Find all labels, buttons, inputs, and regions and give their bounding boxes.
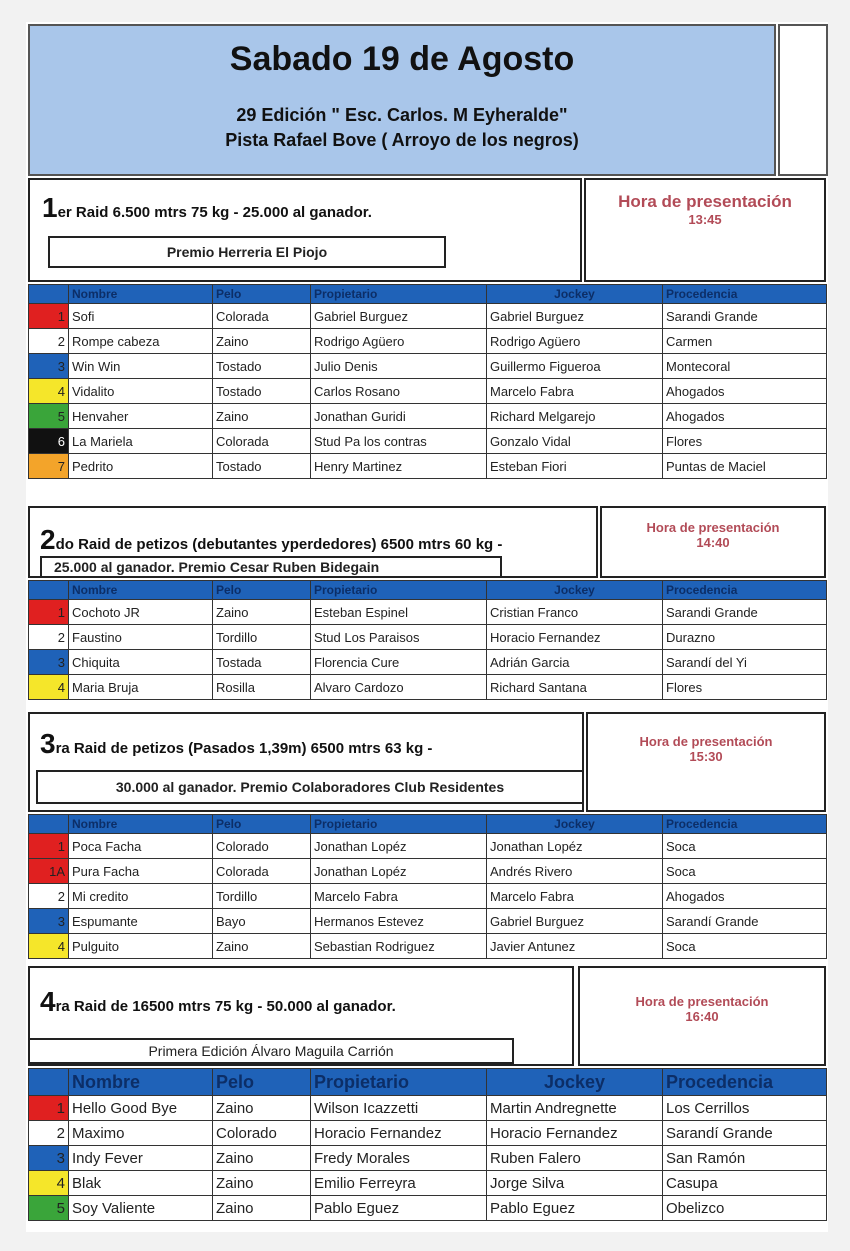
table-row: [29, 834, 827, 859]
cell-propietario: Florencia Cure: [311, 650, 487, 675]
table-row: [29, 600, 827, 625]
track-subtitle: Pista Rafael Bove ( Arroyo de los negros): [225, 130, 579, 150]
cell-propietario: Jonathan Lopéz: [311, 834, 487, 859]
race-2-title: [40, 524, 502, 556]
cell-jockey: Pablo Eguez: [487, 1196, 663, 1221]
table-row: [29, 909, 827, 934]
cell-nombre: Hello Good Bye: [69, 1096, 213, 1121]
cell-pelo: Tostada: [213, 650, 311, 675]
cell-pelo: Zaino: [213, 1196, 311, 1221]
silk-number: 2: [29, 625, 69, 650]
race-1-runners-table: [28, 284, 827, 479]
cell-procedencia: Obelizco: [663, 1196, 827, 1221]
silk-number: 3: [29, 354, 69, 379]
cell-jockey: Richard Santana: [487, 675, 663, 700]
cell-pelo: Zaino: [213, 1146, 311, 1171]
race-4-runners-table: [28, 1068, 827, 1221]
silk-number: 2: [29, 329, 69, 354]
cell-nombre: Vidalito: [69, 379, 213, 404]
table-row: [29, 1096, 827, 1121]
table-row: [29, 625, 827, 650]
race-4-prize: Primera Edición Álvaro Maguila Carrión: [28, 1038, 514, 1064]
cell-pelo: Tostado: [213, 454, 311, 479]
table-row: [29, 379, 827, 404]
cell-pelo: Zaino: [213, 329, 311, 354]
race-1-title-text: er Raid 6.500 mtrs 75 kg - 25.000 al ganador.: [57, 204, 372, 221]
cell-procedencia: San Ramón: [663, 1146, 827, 1171]
cell-jockey: Cristian Franco: [487, 600, 663, 625]
cell-propietario: Julio Denis: [311, 354, 487, 379]
cell-propietario: Hermanos Estevez: [311, 909, 487, 934]
cell-nombre: Soy Valiente: [69, 1196, 213, 1221]
cell-nombre: Faustino: [69, 625, 213, 650]
table-row: [29, 404, 827, 429]
cell-procedencia: Soca: [663, 934, 827, 959]
column-header-nombre: Nombre: [69, 1069, 213, 1096]
cell-pelo: Tordillo: [213, 625, 311, 650]
race-2-prize: 25.000 al ganador. Premio Cesar Ruben Bidegain: [40, 556, 502, 578]
race-4-hora: [578, 966, 826, 1066]
race-1-hora: [584, 178, 826, 282]
cell-procedencia: Sarandi Grande: [663, 600, 827, 625]
column-header-nombre: Nombre: [69, 815, 213, 834]
table-row: [29, 1171, 827, 1196]
table-row: [29, 1121, 827, 1146]
cell-jockey: Horacio Fernandez: [487, 1121, 663, 1146]
cell-procedencia: Flores: [663, 429, 827, 454]
cell-nombre: Blak: [69, 1171, 213, 1196]
cell-procedencia: Ahogados: [663, 884, 827, 909]
cell-jockey: Guillermo Figueroa: [487, 354, 663, 379]
race-2-hora-label: Hora de presentación: [646, 520, 780, 535]
cell-procedencia: Ahogados: [663, 404, 827, 429]
cell-nombre: Henvaher: [69, 404, 213, 429]
silk-number: 4: [29, 1171, 69, 1196]
cell-jockey: Gabriel Burguez: [487, 909, 663, 934]
cell-jockey: Gabriel Burguez: [487, 304, 663, 329]
table-row: [29, 884, 827, 909]
cell-jockey: Adrián Garcia: [487, 650, 663, 675]
cell-procedencia: Puntas de Maciel: [663, 454, 827, 479]
header-blank-cell: [29, 815, 69, 834]
table-row: [29, 454, 827, 479]
race-program-sheet: [26, 22, 828, 1232]
silk-number: 4: [29, 379, 69, 404]
race-4-title-text: ra Raid de 16500 mtrs 75 kg - 50.000 al ganador.: [55, 998, 396, 1015]
column-header-propietario: Propietario: [311, 581, 487, 600]
cell-jockey: Rodrigo Agüero: [487, 329, 663, 354]
cell-pelo: Colorado: [213, 834, 311, 859]
cell-propietario: Gabriel Burguez: [311, 304, 487, 329]
page-title: Sabado 19 de Agosto: [229, 40, 575, 78]
header-blank-cell: [29, 1069, 69, 1096]
column-header-pelo: Pelo: [213, 285, 311, 304]
cell-propietario: Stud Pa los contras: [311, 429, 487, 454]
silk-number: 3: [29, 650, 69, 675]
cell-nombre: Indy Fever: [69, 1146, 213, 1171]
silk-number: 2: [29, 884, 69, 909]
race-4-hora-time: 16:40: [685, 1009, 719, 1024]
cell-procedencia: Los Cerrillos: [663, 1096, 827, 1121]
race-3-title-text: ra Raid de petizos (Pasados 1,39m) 6500 mtrs 63 kg -: [55, 740, 433, 757]
race-2-runners-table: [28, 580, 827, 700]
table-row: [29, 354, 827, 379]
cell-propietario: Jonathan Lopéz: [311, 859, 487, 884]
table-row: [29, 1196, 827, 1221]
cell-pelo: Zaino: [213, 1096, 311, 1121]
cell-nombre: Chiquita: [69, 650, 213, 675]
cell-pelo: Tostado: [213, 354, 311, 379]
column-header-propietario: Propietario: [311, 1069, 487, 1096]
table-row: [29, 934, 827, 959]
cell-propietario: Horacio Fernandez: [311, 1121, 487, 1146]
cell-jockey: Andrés Rivero: [487, 859, 663, 884]
silk-number: 3: [29, 1146, 69, 1171]
race-1-number: 1: [42, 192, 58, 223]
cell-pelo: Zaino: [213, 404, 311, 429]
cell-pelo: Tordillo: [213, 884, 311, 909]
table-header-row: [29, 1069, 827, 1096]
cell-jockey: Martin Andregnette: [487, 1096, 663, 1121]
program-header: [28, 24, 776, 176]
table-header-row: [29, 815, 827, 834]
table-header-row: [29, 581, 827, 600]
race-4-title: [40, 986, 396, 1018]
cell-procedencia: Sarandí Grande: [663, 1121, 827, 1146]
race-4-hora-label: Hora de presentación: [635, 994, 769, 1009]
cell-pelo: Tostado: [213, 379, 311, 404]
silk-number: 5: [29, 404, 69, 429]
column-header-propietario: Propietario: [311, 815, 487, 834]
table-row: [29, 1146, 827, 1171]
race-1-title: [42, 192, 372, 224]
cell-nombre: La Mariela: [69, 429, 213, 454]
silk-number: 1A: [29, 859, 69, 884]
cell-procedencia: Casupa: [663, 1171, 827, 1196]
cell-nombre: Sofi: [69, 304, 213, 329]
cell-propietario: Fredy Morales: [311, 1146, 487, 1171]
cell-propietario: Stud Los Paraisos: [311, 625, 487, 650]
table-row: [29, 329, 827, 354]
cell-pelo: Zaino: [213, 934, 311, 959]
cell-nombre: Poca Facha: [69, 834, 213, 859]
race-2-number: 2: [40, 524, 56, 555]
header-blank-cell: [29, 581, 69, 600]
cell-nombre: Rompe cabeza: [69, 329, 213, 354]
cell-procedencia: Soca: [663, 834, 827, 859]
race-1-prize: Premio Herreria El Piojo: [48, 236, 446, 268]
column-header-jockey: Jockey: [487, 815, 663, 834]
cell-nombre: Win Win: [69, 354, 213, 379]
edition-subtitle: 29 Edición " Esc. Carlos. M Eyheralde": [236, 105, 568, 125]
silk-number: 2: [29, 1121, 69, 1146]
column-header-procedencia: Procedencia: [663, 581, 827, 600]
table-row: [29, 429, 827, 454]
cell-propietario: Henry Martinez: [311, 454, 487, 479]
table-row: [29, 859, 827, 884]
cell-nombre: Pedrito: [69, 454, 213, 479]
cell-propietario: Esteban Espinel: [311, 600, 487, 625]
race-3-runners-table: [28, 814, 827, 959]
cell-procedencia: Sarandi Grande: [663, 304, 827, 329]
cell-jockey: Horacio Fernandez: [487, 625, 663, 650]
silk-number: 4: [29, 675, 69, 700]
cell-nombre: Mi credito: [69, 884, 213, 909]
race-1-hora-label: Hora de presentación: [618, 192, 792, 211]
cell-jockey: Javier Antunez: [487, 934, 663, 959]
cell-nombre: Espumante: [69, 909, 213, 934]
cell-propietario: Marcelo Fabra: [311, 884, 487, 909]
cell-jockey: Ruben Falero: [487, 1146, 663, 1171]
cell-pelo: Zaino: [213, 1171, 311, 1196]
column-header-pelo: Pelo: [213, 1069, 311, 1096]
cell-procedencia: Durazno: [663, 625, 827, 650]
table-header-row: [29, 285, 827, 304]
race-2-hora: [600, 506, 826, 578]
cell-procedencia: Sarandí Grande: [663, 909, 827, 934]
cell-pelo: Zaino: [213, 600, 311, 625]
cell-jockey: Jonathan Lopéz: [487, 834, 663, 859]
race-3-title: [40, 728, 432, 760]
column-header-pelo: Pelo: [213, 581, 311, 600]
cell-pelo: Colorado: [213, 1121, 311, 1146]
cell-propietario: Rodrigo Agüero: [311, 329, 487, 354]
cell-jockey: Esteban Fiori: [487, 454, 663, 479]
column-header-nombre: Nombre: [69, 285, 213, 304]
header-blank-cell: [29, 285, 69, 304]
column-header-jockey: Jockey: [487, 581, 663, 600]
cell-pelo: Colorada: [213, 859, 311, 884]
cell-nombre: Cochoto JR: [69, 600, 213, 625]
cell-propietario: Wilson Icazzetti: [311, 1096, 487, 1121]
cell-jockey: Richard Melgarejo: [487, 404, 663, 429]
cell-propietario: Jonathan Guridi: [311, 404, 487, 429]
column-header-jockey: Jockey: [487, 285, 663, 304]
cell-pelo: Rosilla: [213, 675, 311, 700]
column-header-procedencia: Procedencia: [663, 1069, 827, 1096]
race-3-number: 3: [40, 728, 56, 759]
silk-number: 1: [29, 304, 69, 329]
silk-number: 5: [29, 1196, 69, 1221]
column-header-procedencia: Procedencia: [663, 815, 827, 834]
cell-procedencia: Soca: [663, 859, 827, 884]
cell-procedencia: Carmen: [663, 329, 827, 354]
race-3-hora-time: 15:30: [689, 749, 723, 764]
cell-propietario: Alvaro Cardozo: [311, 675, 487, 700]
race-3-hora-label: Hora de presentación: [639, 734, 773, 749]
race-1-hora-time: 13:45: [688, 212, 722, 227]
cell-jockey: Marcelo Fabra: [487, 379, 663, 404]
cell-propietario: Emilio Ferreyra: [311, 1171, 487, 1196]
silk-number: 7: [29, 454, 69, 479]
cell-nombre: Maria Bruja: [69, 675, 213, 700]
cell-procedencia: Montecoral: [663, 354, 827, 379]
cell-pelo: Colorada: [213, 304, 311, 329]
table-row: [29, 304, 827, 329]
column-header-pelo: Pelo: [213, 815, 311, 834]
silk-number: 1: [29, 834, 69, 859]
cell-procedencia: Flores: [663, 675, 827, 700]
race-3-hora: [586, 712, 826, 812]
cell-propietario: Sebastian Rodriguez: [311, 934, 487, 959]
table-row: [29, 650, 827, 675]
column-header-procedencia: Procedencia: [663, 285, 827, 304]
race-2-title-text: do Raid de petizos (debutantes yperdedores) 6500 mtrs 60 kg -: [55, 536, 503, 553]
table-row: [29, 675, 827, 700]
cell-nombre: Pura Facha: [69, 859, 213, 884]
header-side-cell: [778, 24, 828, 176]
race-3-prize: 30.000 al ganador. Premio Colaboradores Club Residentes: [36, 770, 584, 804]
cell-pelo: Bayo: [213, 909, 311, 934]
cell-propietario: Pablo Eguez: [311, 1196, 487, 1221]
silk-number: 3: [29, 909, 69, 934]
cell-jockey: Marcelo Fabra: [487, 884, 663, 909]
silk-number: 6: [29, 429, 69, 454]
cell-procedencia: Sarandí del Yi: [663, 650, 827, 675]
silk-number: 1: [29, 1096, 69, 1121]
cell-pelo: Colorada: [213, 429, 311, 454]
column-header-jockey: Jockey: [487, 1069, 663, 1096]
race-2-hora-time: 14:40: [696, 535, 730, 550]
cell-jockey: Jorge Silva: [487, 1171, 663, 1196]
silk-number: 4: [29, 934, 69, 959]
cell-nombre: Pulguito: [69, 934, 213, 959]
cell-propietario: Carlos Rosano: [311, 379, 487, 404]
column-header-nombre: Nombre: [69, 581, 213, 600]
cell-jockey: Gonzalo Vidal: [487, 429, 663, 454]
column-header-propietario: Propietario: [311, 285, 487, 304]
silk-number: 1: [29, 600, 69, 625]
cell-nombre: Maximo: [69, 1121, 213, 1146]
cell-procedencia: Ahogados: [663, 379, 827, 404]
race-4-number: 4: [40, 986, 56, 1017]
